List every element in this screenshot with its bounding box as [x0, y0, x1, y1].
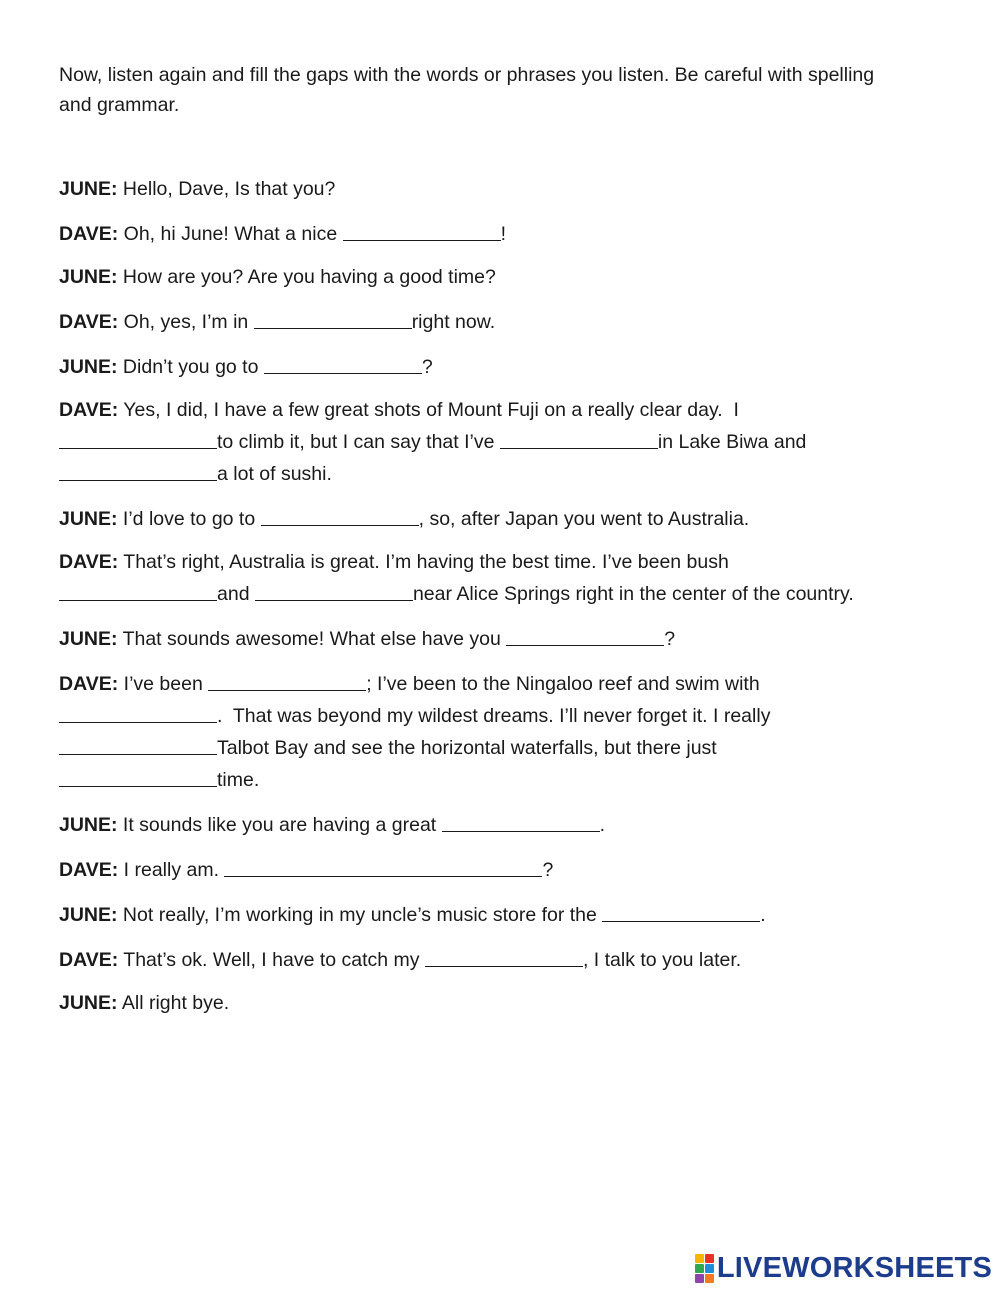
- dialogue-line: [59, 350, 959, 382]
- dialogue-line: [59, 305, 959, 337]
- speaker-label: DAVE:: [59, 859, 119, 881]
- dialogue-line: [59, 898, 959, 930]
- dialogue-line: [59, 217, 959, 249]
- dialogue-line: [59, 262, 959, 292]
- speaker-label: JUNE:: [59, 508, 118, 530]
- dialogue-text: near Alice Springs right in the center of the country.: [412, 583, 854, 605]
- dialogue-text: ; I’ve been to the Ningaloo reef and swim with: [366, 673, 760, 695]
- dialogue-line: [59, 808, 959, 840]
- logo-square: [705, 1274, 714, 1283]
- speaker-label: DAVE:: [59, 311, 119, 333]
- answer-blank[interactable]: [59, 426, 217, 449]
- dialogue-text: Oh, yes, I’m in: [118, 311, 254, 333]
- dialogue-text: , I talk to you later.: [582, 949, 742, 971]
- dialogue-text: I’d love to go to: [117, 508, 261, 530]
- answer-blank[interactable]: [59, 732, 217, 755]
- answer-blank[interactable]: [59, 458, 217, 481]
- speaker-label: DAVE:: [59, 551, 119, 573]
- speaker-label: JUNE:: [59, 266, 118, 288]
- dialogue-line: [59, 174, 959, 204]
- dialogue-text: a lot of sushi.: [217, 463, 332, 485]
- dialogue-text: Not really, I’m working in my uncle’s music store for the: [117, 904, 603, 926]
- answer-blank[interactable]: [602, 899, 760, 922]
- liveworksheets-logo: [695, 1250, 992, 1286]
- speaker-label: DAVE:: [59, 399, 119, 421]
- dialogue-text: , so, after Japan you went to Australia.: [418, 508, 750, 530]
- answer-blank[interactable]: [425, 944, 583, 967]
- dialogue-text: I really am.: [118, 859, 225, 881]
- logo-square: [695, 1274, 704, 1283]
- answer-blank[interactable]: [208, 668, 366, 691]
- speaker-label: JUNE:: [59, 628, 118, 650]
- dialogue-line: [59, 622, 959, 654]
- answer-blank[interactable]: [442, 809, 600, 832]
- dialogue-text: All right bye.: [117, 992, 230, 1014]
- dialogue-line: [59, 667, 959, 795]
- dialogue-text: to climb it, but I can say that I’ve: [217, 431, 500, 453]
- answer-blank[interactable]: [224, 854, 542, 877]
- dialogue-text: It sounds like you are having a great: [117, 814, 442, 836]
- logo-grid-icon: [695, 1254, 714, 1283]
- answer-blank[interactable]: [59, 700, 217, 723]
- instructions: Now, listen again and fill the gaps with the words or phrases you listen. Be careful with spelling and grammar.: [59, 64, 875, 116]
- speaker-label: JUNE:: [59, 178, 118, 200]
- answer-blank[interactable]: [264, 351, 422, 374]
- logo-square: [705, 1254, 714, 1263]
- speaker-label: JUNE:: [59, 814, 118, 836]
- dialogue-text: .: [760, 904, 766, 926]
- dialogue-text: right now.: [411, 311, 496, 333]
- dialogue-line: [59, 395, 959, 489]
- dialogue-text: That sounds awesome! What else have you: [117, 628, 507, 650]
- dialogue-line: [59, 853, 959, 885]
- dialogue-text: Oh, hi June! What a nice: [118, 223, 343, 245]
- speaker-label: JUNE:: [59, 992, 118, 1014]
- answer-blank[interactable]: [59, 578, 217, 601]
- logo-text: LIVEWORKSHEETS: [716, 1251, 992, 1284]
- dialogue-line: [59, 547, 959, 609]
- speaker-label: DAVE:: [59, 673, 119, 695]
- answer-blank[interactable]: [261, 503, 419, 526]
- dialogue-text: Yes, I did, I have a few great shots of Mount Fuji on a really clear day. I: [123, 399, 739, 421]
- dialogue-text: time.: [217, 769, 260, 791]
- answer-blank[interactable]: [59, 764, 217, 787]
- dialogue-text: I’ve been: [118, 673, 209, 695]
- dialogue-text: That’s right, Australia is great. I’m having the best time. I’ve been bush: [123, 551, 729, 573]
- dialogue-text: and: [217, 583, 255, 605]
- dialogue-text: That’s ok. Well, I have to catch my: [118, 949, 425, 971]
- dialogue-text: ?: [542, 859, 554, 881]
- dialogue-line: [59, 502, 959, 534]
- speaker-label: JUNE:: [59, 904, 118, 926]
- dialogue-text: !: [500, 223, 507, 245]
- dialogue-text: Didn’t you go to: [117, 356, 264, 378]
- dialogue-text: Hello, Dave, Is that you?: [117, 178, 336, 200]
- dialogue-text: ?: [664, 628, 676, 650]
- speaker-label: DAVE:: [59, 223, 119, 245]
- answer-blank[interactable]: [255, 578, 413, 601]
- speaker-label: JUNE:: [59, 356, 118, 378]
- dialogue-text: .: [599, 814, 606, 836]
- dialogue-line: [59, 988, 959, 1018]
- logo-square: [695, 1254, 704, 1263]
- answer-blank[interactable]: [343, 218, 501, 241]
- dialogue: [59, 174, 959, 1031]
- dialogue-text: How are you? Are you having a good time?: [117, 266, 496, 288]
- answer-blank[interactable]: [254, 306, 412, 329]
- dialogue-line: [59, 943, 959, 975]
- dialogue-text: in Lake Biwa and: [657, 431, 807, 453]
- dialogue-text: Talbot Bay and see the horizontal waterfalls, but there just: [217, 737, 717, 759]
- dialogue-text: . That was beyond my wildest dreams. I’ll never forget it. I really: [217, 705, 771, 727]
- speaker-label: DAVE:: [59, 949, 119, 971]
- dialogue-text: ?: [421, 356, 433, 378]
- answer-blank[interactable]: [506, 623, 664, 646]
- logo-square: [705, 1264, 714, 1273]
- answer-blank[interactable]: [500, 426, 658, 449]
- logo-square: [695, 1264, 704, 1273]
